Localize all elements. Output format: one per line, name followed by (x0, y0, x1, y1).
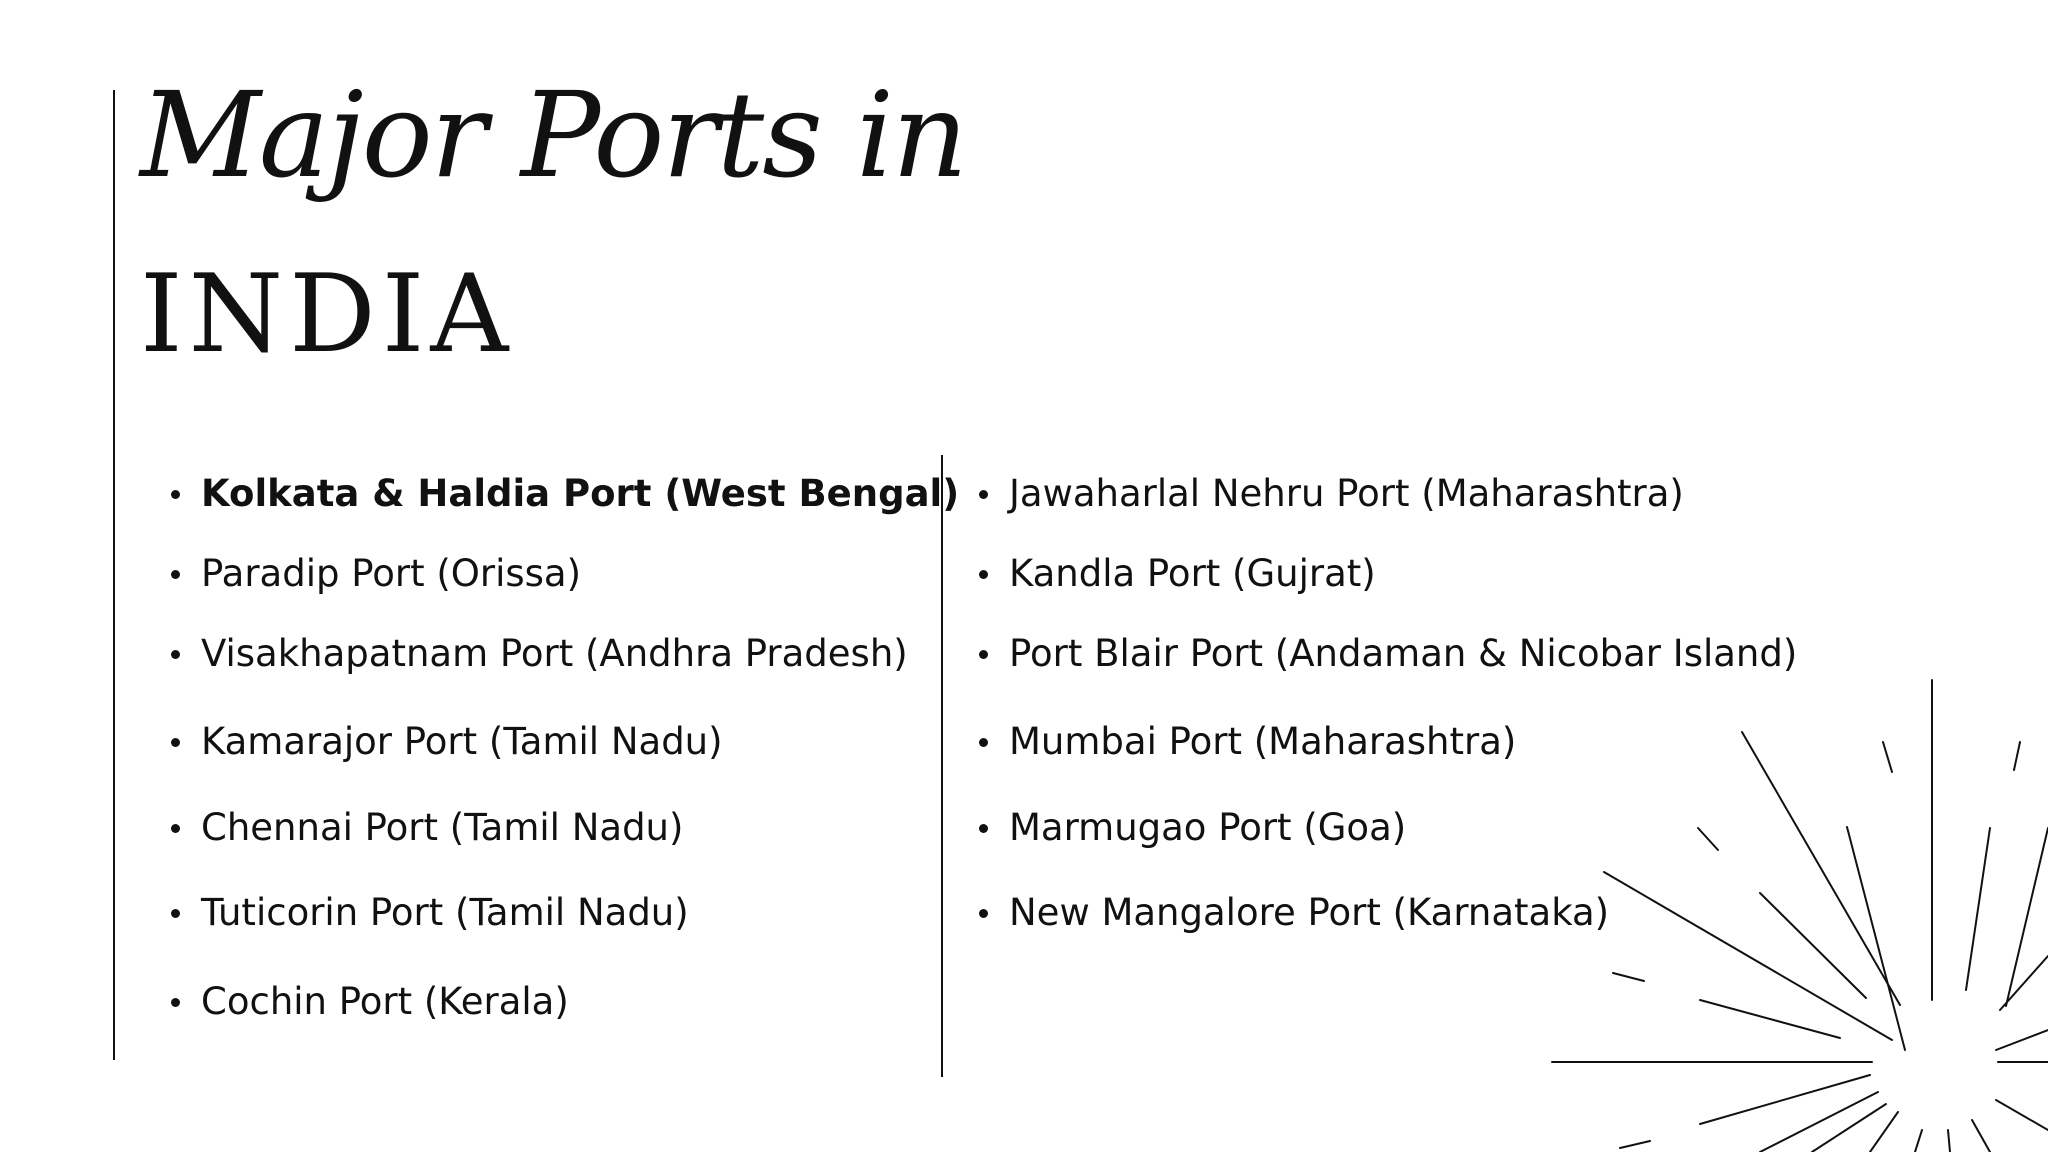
list-item: Visakhapatnam Port (Andhra Pradesh) (169, 629, 908, 679)
list-item: New Mangalore Port (Karnataka) (977, 888, 1609, 938)
list-item: Chennai Port (Tamil Nadu) (169, 803, 683, 853)
page-title-country: INDIA (140, 252, 515, 377)
list-item: Port Blair Port (Andaman & Nicobar Island) (977, 629, 1797, 679)
list-item: Kamarajor Port (Tamil Nadu) (169, 717, 723, 767)
list-item: Jawaharlal Nehru Port (Maharashtra) (977, 469, 1684, 519)
column-divider (941, 455, 943, 1077)
list-item: Cochin Port (Kerala) (169, 977, 569, 1027)
list-item: Kandla Port (Gujrat) (977, 549, 1376, 599)
list-item: Kolkata & Haldia Port (West Bengal) (169, 469, 959, 519)
list-item: Paradip Port (Orissa) (169, 549, 581, 599)
list-item: Mumbai Port (Maharashtra) (977, 717, 1516, 767)
page-title: Major Ports in (140, 66, 967, 204)
sunburst-lines-icon (1520, 660, 2048, 1152)
list-item: Tuticorin Port (Tamil Nadu) (169, 888, 689, 938)
title-accent-rule (113, 90, 115, 1060)
list-item: Marmugao Port (Goa) (977, 803, 1406, 853)
